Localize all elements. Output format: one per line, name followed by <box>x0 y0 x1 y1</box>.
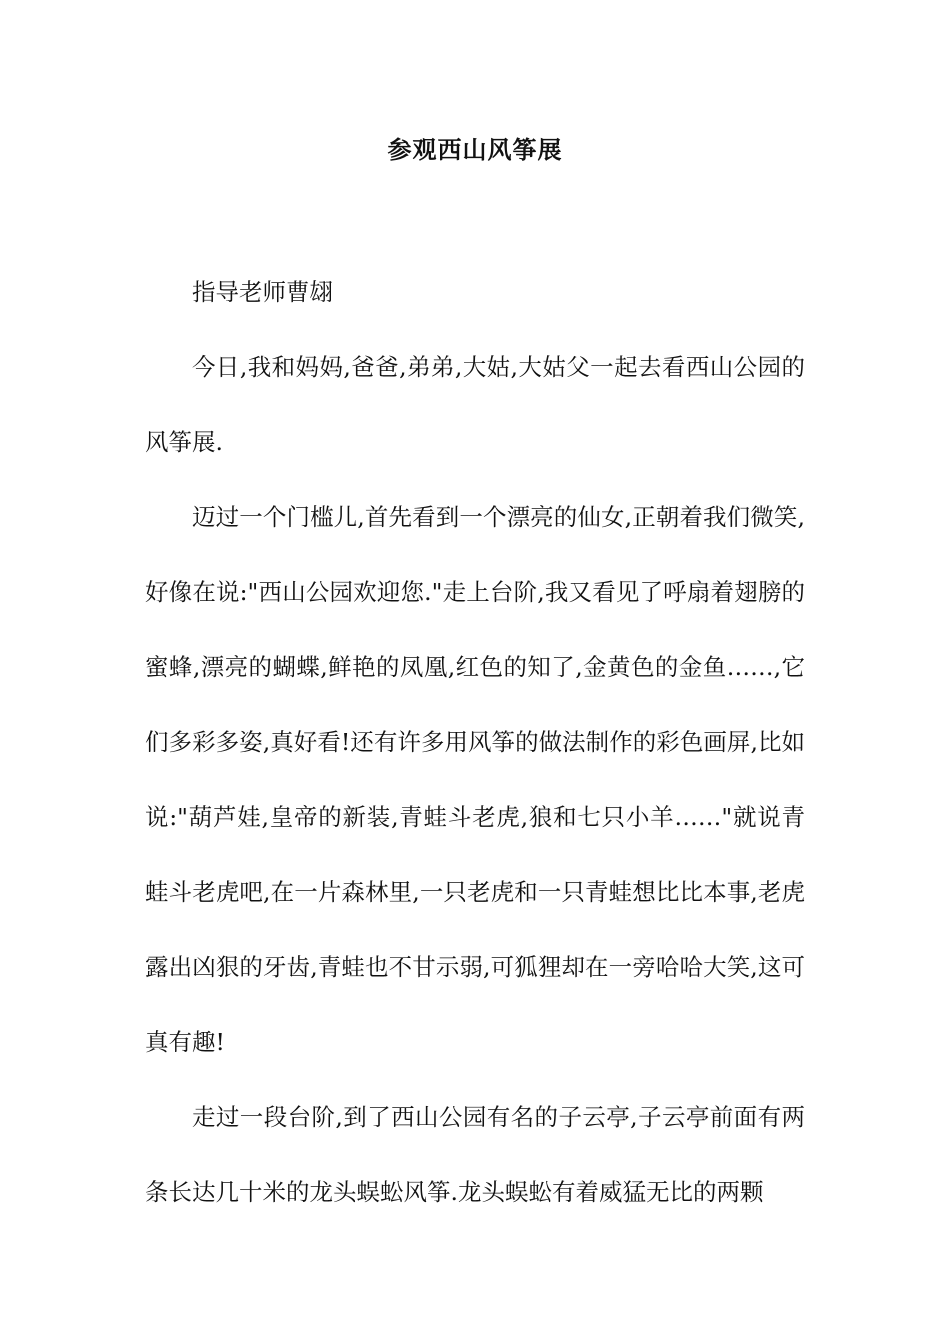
paragraph-2: 迈过一个门槛儿,首先看到一个漂亮的仙女,正朝着我们微笑,好像在说:"西山公园欢迎您."走上台阶,我又看见了呼扇着翅膀的蜜蜂,漂亮的蝴蝶,鲜艳的凤凰,红色的知了,金黄色的金鱼……,它们多彩多姿,真好看!还有许多用风筝的做法制作的彩色画屏,比如说:"葫芦娃,皇帝的新装,青蛙斗老虎,狼和七只小羊……"就说青蛙斗老虎吧,在一片森林里,一只老虎和一只青蛙想比比本事,老虎露出凶狠的牙齿,青蛙也不甘示弱,可狐狸却在一旁哈哈大笑,这可真有趣! <box>145 503 805 1056</box>
document-body <box>145 255 805 1230</box>
document-title: 参观西山风筝展 <box>387 135 563 164</box>
paragraph-1: 今日,我和妈妈,爸爸,弟弟,大姑,大姑父一起去看西山公园的风筝展. <box>145 353 805 456</box>
teacher-line: 指导老师曹翃 <box>192 278 333 306</box>
paragraph-3: 走过一段台阶,到了西山公园有名的子云亭,子云亭前面有两条长达几十米的龙头蜈蚣风筝.龙头蜈蚣有着威猛无比的两颗 <box>145 1103 805 1206</box>
